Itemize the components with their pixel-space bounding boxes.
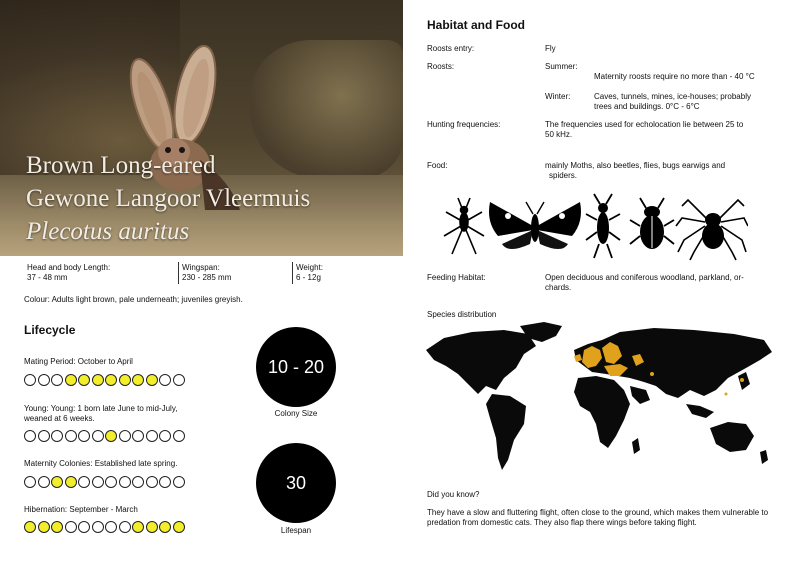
bat-photo <box>0 0 403 256</box>
maternity-colonies-month-dots <box>24 476 185 488</box>
month-dot-12 <box>173 374 185 386</box>
month-dot-6 <box>92 476 104 488</box>
month-dot-6 <box>92 374 104 386</box>
month-dot-2 <box>38 430 50 442</box>
common-name-dutch: Gewone Langoor Vleermuis <box>26 185 311 212</box>
body-length-label: Head and body Length: <box>27 263 111 272</box>
month-dot-7 <box>105 521 117 533</box>
earwig-icon <box>586 194 620 258</box>
month-dot-11 <box>159 374 171 386</box>
month-dot-7 <box>105 374 117 386</box>
colony-size-value: 10 - 20 <box>267 356 325 377</box>
species-distribution-label: Species distribution <box>427 310 497 319</box>
weight-label: Weight: <box>296 263 323 272</box>
roosts-label: Roosts: <box>427 62 455 71</box>
hunting-frequencies-line2: 50 kHz. <box>545 130 573 139</box>
food-label: Food: <box>427 161 448 170</box>
month-dot-6 <box>92 430 104 442</box>
young-label-line2: weaned at 6 weeks. <box>24 414 95 423</box>
month-dot-8 <box>119 476 131 488</box>
latin-name: Plecotus auritus <box>26 218 190 245</box>
hunting-frequencies-label: Hunting frequencies: <box>427 120 501 129</box>
month-dot-7 <box>105 476 117 488</box>
feeding-habitat-line1: Open deciduous and coniferous woodland, parkland, or- <box>545 273 744 282</box>
lifespan-circle <box>256 443 336 523</box>
world-landmass <box>426 322 772 470</box>
cave-rock-highlight <box>250 40 403 180</box>
spider-icon <box>676 200 748 260</box>
month-dot-10 <box>146 374 158 386</box>
month-dot-7 <box>105 430 117 442</box>
species-distribution-map <box>424 320 776 476</box>
month-dot-5 <box>78 430 90 442</box>
month-dot-8 <box>119 374 131 386</box>
maternity-colonies-label: Maternity Colonies: Established late spring. <box>24 459 178 468</box>
winter-value-line2: trees and buildings. 0°C - 6°C <box>594 102 700 111</box>
feeding-habitat-label: Feeding Habitat: <box>427 273 486 282</box>
month-dot-4 <box>65 374 77 386</box>
month-dot-2 <box>38 374 50 386</box>
month-dot-1 <box>24 476 36 488</box>
lifecycle-heading: Lifecycle <box>24 323 76 337</box>
month-dot-3 <box>51 430 63 442</box>
weight-value: 6 - 12g <box>296 273 321 282</box>
hibernation-label: Hibernation: September - March <box>24 505 138 514</box>
month-dot-3 <box>51 374 63 386</box>
month-dot-1 <box>24 430 36 442</box>
month-dot-12 <box>173 476 185 488</box>
common-name-english: Brown Long-eared <box>26 152 216 179</box>
month-dot-5 <box>78 476 90 488</box>
month-dot-10 <box>146 430 158 442</box>
month-dot-11 <box>159 430 171 442</box>
month-dot-4 <box>65 521 77 533</box>
measurement-divider <box>178 262 179 284</box>
lifespan-value: 30 <box>285 472 307 493</box>
colour-description: Colour: Adults light brown, pale underneath; juveniles greyish. <box>24 295 243 304</box>
colony-size-circle <box>256 327 336 407</box>
roosts-entry-label: Roosts entry: <box>427 44 475 53</box>
month-dot-10 <box>146 521 158 533</box>
young-label-line1: Young: Young: 1 born late June to mid-July, <box>24 404 178 413</box>
month-dot-8 <box>119 430 131 442</box>
hibernation-month-dots <box>24 521 185 533</box>
body-length-value: 37 - 48 mm <box>27 273 68 282</box>
month-dot-11 <box>159 521 171 533</box>
summer-value: Maternity roosts require no more than - 40 °C <box>594 72 755 81</box>
lifespan-caption: Lifespan <box>280 526 312 535</box>
month-dot-4 <box>65 430 77 442</box>
month-dot-3 <box>51 521 63 533</box>
wingspan-label: Wingspan: <box>182 263 220 272</box>
winter-label: Winter: <box>545 92 571 101</box>
month-dot-9 <box>132 430 144 442</box>
wingspan-value: 230 - 285 mm <box>182 273 232 282</box>
month-dot-1 <box>24 374 36 386</box>
month-dot-9 <box>132 476 144 488</box>
food-value-line2: spiders. <box>549 171 578 180</box>
month-dot-9 <box>132 521 144 533</box>
month-dot-8 <box>119 521 131 533</box>
habitat-heading: Habitat and Food <box>427 18 525 32</box>
hunting-frequencies-line1: The frequencies used for echolocation lie between 25 to <box>545 120 744 129</box>
month-dot-9 <box>132 374 144 386</box>
month-dot-10 <box>146 476 158 488</box>
month-dot-6 <box>92 521 104 533</box>
month-dot-11 <box>159 476 171 488</box>
prey-illustrations <box>438 192 748 262</box>
moth-icon <box>489 202 581 249</box>
colony-size-caption: Colony Size <box>274 409 318 418</box>
food-value-line1: mainly Moths, also beetles, flies, bugs earwigs and <box>545 161 726 170</box>
beetle-icon <box>630 198 674 249</box>
month-dot-3 <box>51 476 63 488</box>
mating-period-month-dots <box>24 374 185 386</box>
month-dot-5 <box>78 521 90 533</box>
young-month-dots <box>24 430 185 442</box>
summer-label: Summer: <box>545 62 578 71</box>
did-you-know-line2: predation from domestic cats. They also flap there wings before taking flight. <box>427 518 697 527</box>
month-dot-4 <box>65 476 77 488</box>
fly-icon <box>444 198 484 254</box>
month-dot-12 <box>173 521 185 533</box>
month-dot-2 <box>38 521 50 533</box>
measurement-divider <box>292 262 293 284</box>
month-dot-1 <box>24 521 36 533</box>
roosts-entry-value: Fly <box>545 44 556 53</box>
did-you-know-line1: They have a slow and fluttering flight, often close to the ground, which makes them vulnerable to <box>427 508 769 517</box>
month-dot-5 <box>78 374 90 386</box>
mating-period-label: Mating Period: October to April <box>24 357 133 366</box>
month-dot-2 <box>38 476 50 488</box>
feeding-habitat-line2: chards. <box>545 283 572 292</box>
month-dot-12 <box>173 430 185 442</box>
did-you-know-heading: Did you know? <box>427 490 480 499</box>
winter-value-line1: Caves, tunnels, mines, ice-houses; probably <box>594 92 751 101</box>
